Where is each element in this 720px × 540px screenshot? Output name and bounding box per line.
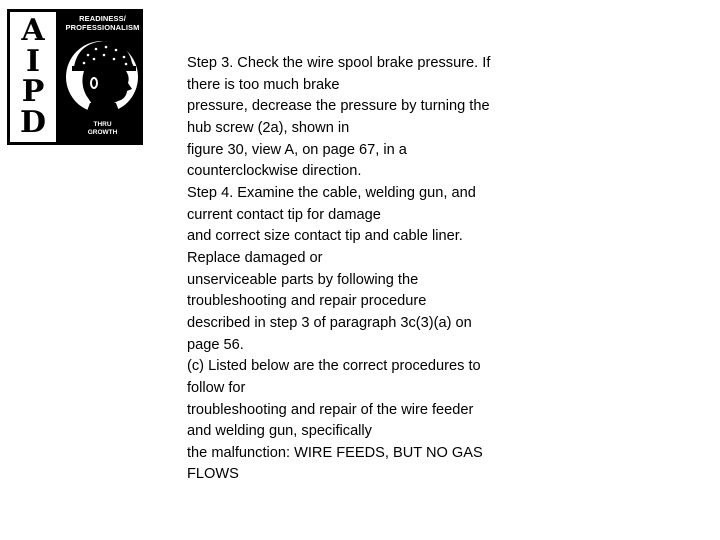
text-line: (c) Listed below are the correct procedures to xyxy=(187,358,481,375)
text-line: pressure, decrease the pressure by turning the xyxy=(187,98,490,115)
logo-letter-i: I xyxy=(25,43,41,79)
text-line: troubleshooting and repair of the wire feeder xyxy=(187,401,474,418)
logo-bottom-text: THRU GROWTH xyxy=(87,121,118,136)
text-line: hub screw (2a), shown in xyxy=(187,119,350,136)
text-line: current contact tip for damage xyxy=(187,206,381,223)
logo-letters xyxy=(7,9,59,145)
body-text xyxy=(187,53,547,486)
logo-top-text: READINESS/ PROFESSIONALISM xyxy=(65,14,140,32)
text-line: FLOWS xyxy=(187,466,239,483)
text-line: the malfunction: WIRE FEEDS, BUT NO GAS xyxy=(187,444,483,461)
logo-letter-d: D xyxy=(19,104,46,140)
logo-letter-p: P xyxy=(21,74,45,110)
text-line: unserviceable parts by following the xyxy=(187,271,419,288)
text-line: there is too much brake xyxy=(187,76,340,93)
text-line: Step 3. Check the wire spool brake pressure. If xyxy=(187,55,491,71)
text-line: follow for xyxy=(187,379,246,396)
soldier-helmet-icon xyxy=(64,33,141,119)
aipd-logo xyxy=(7,9,143,145)
text-line: Replace damaged or xyxy=(187,249,323,266)
text-line: counterclockwise direction. xyxy=(187,163,362,180)
text-line: page 56. xyxy=(187,336,244,353)
text-line: and correct size contact tip and cable liner. xyxy=(187,228,463,245)
text-line: described in step 3 of paragraph 3c(3)(a) on xyxy=(187,314,472,331)
logo-letter-a: A xyxy=(21,13,45,48)
text-line: troubleshooting and repair procedure xyxy=(187,293,427,310)
logo-emblem xyxy=(62,9,143,145)
text-line: Step 4. Examine the cable, welding gun, and xyxy=(187,184,476,201)
text-line: and welding gun, specifically xyxy=(187,423,372,440)
text-line: figure 30, view A, on page 67, in a xyxy=(187,141,407,158)
